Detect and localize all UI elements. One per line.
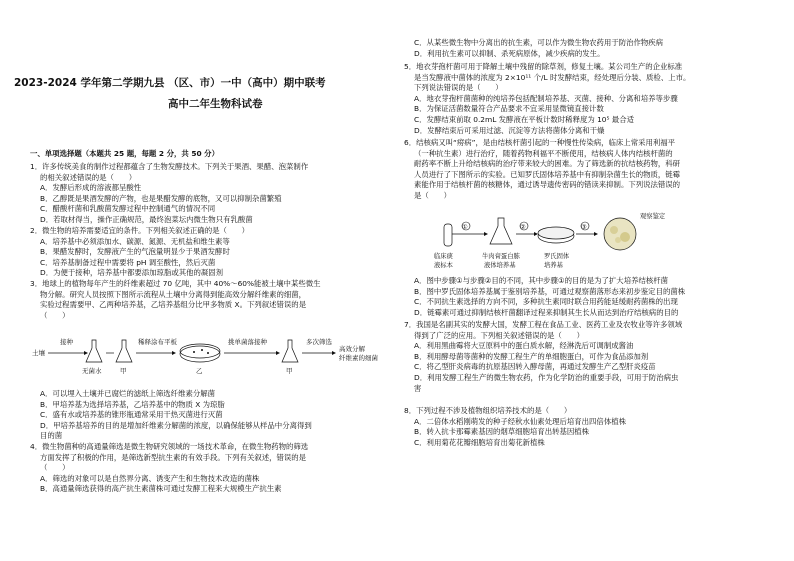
question-text: （一种抗生素）进行治疗，随着药物利福平不断使用，结核病人体内结核杆菌的 [414, 148, 673, 158]
question-8 [404, 406, 776, 448]
option: D．链霉素可通过抑制结核杆菌翻译过程来抑制其生长从而达到治疗结核病的目的 [414, 307, 679, 317]
question-text: 2．微生物的培养需要适宜的条件。下列相关叙述正确的是（ ） [30, 226, 250, 235]
option: D．利用抗生素可以抑制、杀死病原体，减少疾病的发生。 [414, 48, 605, 58]
step-marker: ② [520, 224, 526, 231]
option: A．二倍体水稻刚萌发的种子经秋水仙素处理后培育出四倍体植株 [414, 416, 626, 426]
question-text: 人员进行了下图所示的实验。已知罗氏固体培养基中有抑制杂菌生长的物质，链霉 [414, 169, 681, 179]
question-text: 耐药率不断上升给结核病的治疗带来较大的困难。为了筛选新的抗结核药物，科研 [414, 159, 681, 169]
step-marker: ③ [581, 224, 587, 231]
section-heading: 一、单项选择题（本题共 25 题，每题 2 分，共 50 分） [30, 149, 219, 158]
option: A．地衣芽孢杆菌菌种的纯培养包括配制培养基、灭菌、接种、分离和培养等步骤 [414, 93, 678, 103]
flow-result-label: 纤维素的细菌 [339, 354, 378, 362]
caption: 液体培养基 [484, 262, 516, 269]
option: B．转入抗卡那霉素基因的烟草细胞培育出转基因植株 [414, 427, 590, 437]
option: C．将乙型肝炎病毒的抗原基因转入酵母菌，再通过发酵生产乙型肝炎疫苗 [414, 362, 656, 372]
option: C．发酵结束前取 0.2mL 发酵液在平板计数时稀释度为 10⁵ 最合适 [414, 114, 634, 124]
question-6 [404, 138, 776, 202]
question-text: 的相关叙述错误的是（ ） [40, 172, 137, 182]
question-text: 7．我国是名副其实的发酵大国，发酵工程在食品工业、医药工业及农牧业等许多领域 [404, 320, 683, 329]
flow-soil-label: 土壤 [32, 349, 45, 357]
question-text: 6．结核病又叫“痨病”，是由结核杆菌引起的一种慢性传染病，临床上常采用利福平 [404, 138, 676, 147]
flow-step-label: 接种 [60, 338, 73, 346]
flow-result-label: 高效分解 [339, 345, 365, 353]
option: 害 [414, 383, 422, 393]
option: B．为保证活菌数量符合产品要求不宜采用显微镜直接计数 [414, 104, 604, 114]
question-text: 是当发酵液中菌体的浓度为 2×10¹¹ 个/L 时发酵结束，经处理后分装、质检、上市。 [414, 72, 691, 82]
flow-target-label: 乙 [196, 367, 203, 375]
question-text: 8．下列过程不涉及植物组织培养技术的是（ ） [404, 406, 572, 415]
option: B．乙醇既是果酒发酵的产物，也是果醋发酵的底物，又可以抑制杂菌繁殖 [40, 193, 282, 203]
step-marker: ① [462, 224, 468, 231]
option: B．图中罗氏固体培养基属于鉴别培养基，可通过观察菌落形态来初步鉴定目的菌株 [414, 286, 686, 296]
flow-target-label: 无菌水 [82, 367, 102, 375]
question-text: 1．许多传统美食的制作过程都蕴含了生物发酵技术。下列关于果酒、果醋、泡菜制作 [30, 162, 309, 171]
question-5 [404, 62, 776, 136]
flow-target-label: 甲 [120, 367, 127, 375]
question-3 [30, 279, 395, 321]
exam-title: 2023-2024 学年第二学期九县 （区、市）一中（高中）期中联考 [14, 77, 326, 89]
question-text: 实验过程需要甲、乙两种培养基，乙培养基组分比甲多物质 X。下列叙述错误的是 [40, 300, 307, 310]
cellulose-bacteria-flow-diagram [30, 324, 395, 382]
flow-step-label: 稀释涂布平板 [138, 338, 177, 346]
question-2 [30, 226, 395, 279]
option: C．醋酸杆菌和乳酸菌发酵过程中控制通气的情况不同 [40, 204, 216, 214]
option: D．利用发酵工程生产的微生物农药，作为化学防治的重要手段，可用于防治病虫 [414, 372, 679, 382]
option: A．发酵后形成的溶液都呈酸性 [40, 183, 142, 193]
option: D．甲培养基培养的目的是增加纤维素分解菌的浓度，以确保能够从样品中分离得到 [40, 420, 312, 430]
question-text: 素能作用于结核杆菌的核糖体，通过诱导遗传密码的错读来抑制。下列说法错误的 [414, 180, 681, 190]
option: A．图中步骤①与步骤②目的不同，其中步骤①的目的是为了扩大培养结核杆菌 [414, 276, 669, 285]
option: B．果醋发酵时，发酵液产生的气泡量明显少于果酒发酵时 [40, 247, 230, 257]
option: C．培养基制备过程中需要将 pH 调至酸性，然后灭菌 [40, 257, 216, 267]
question-text: 方面发挥了积极的作用，是筛选新型抗生素的有效手段。下列有关叙述，错误的是 [40, 452, 307, 462]
question-text: 下列说法错误的是（ ） [414, 83, 503, 93]
option: B．高通量筛选获得的高产抗生素菌株可通过发酵工程来大规模生产抗生素 [40, 484, 282, 494]
option: C．盛有水或培养基的锥形瓶通常采用干热灭菌进行灭菌 [40, 410, 223, 420]
question-4-continued [404, 38, 776, 59]
caption: 牛肉膏蛋白胨 [482, 253, 520, 260]
option: A．可以埋入土壤并已腐烂的滤纸上筛选纤维素分解菌 [40, 389, 216, 398]
question-text: （ ） [40, 463, 70, 473]
option: A．培养基中必须添加水、碳源、氮源、无机盐和维生素等 [40, 236, 230, 246]
question-text: 是（ ） [414, 190, 451, 200]
flow-target-label: 甲 [286, 367, 293, 375]
option: B．甲培养基为选择培养基，乙培养基中的物质 X 为琼脂 [40, 399, 225, 409]
option: B．利用酵母菌等菌种的发酵工程生产的单细胞蛋白，可作为食品添加剂 [414, 351, 649, 361]
question-1 [30, 162, 395, 226]
caption: 培养基 [544, 262, 563, 269]
caption: 液标本 [434, 262, 453, 269]
observe-label: 观察鉴定 [640, 213, 666, 220]
question-4 [30, 442, 395, 495]
option: C．不同抗生素选择的方向不同，多种抗生素同时联合用药能延缓耐药菌株的出现 [414, 297, 678, 307]
option: A．筛选的对象可以是自然界分离、诱变产生和生物技术改造的菌株 [40, 473, 260, 483]
question-text: 3．地球上的植物每年产生的纤维素超过 70 亿吨，其中 40%～60%能被土壤中某些微生 [30, 279, 321, 288]
caption: 临床痰 [434, 253, 453, 260]
option: D．为便于接种，培养基中都要添加琼脂或其他的凝固剂 [40, 268, 224, 278]
question-text: 得到了广泛的应用。下列相关叙述错误的是（ ） [414, 330, 584, 340]
option: A．利用黑曲霉将大豆原料中的蛋白质水解，经淋洗后可调制成酱油 [414, 341, 634, 351]
question-text: 5．地衣芽孢杆菌可用于降解土壤中残留的除草剂，修复土壤。某公司生产的企业标准 [404, 62, 683, 71]
option: 目的菌 [40, 431, 63, 441]
exam-subtitle: 高中二年生物科试卷 [168, 98, 263, 110]
flow-step-label: 挑单菌落接种 [228, 338, 267, 346]
question-3-options [30, 389, 395, 442]
option: C．从某些微生物中分离出的抗生素，可以作为微生物农药用于防治作物疾病 [414, 38, 664, 47]
caption: 罗氏固体 [544, 253, 570, 260]
tuberculosis-culture-diagram [404, 204, 776, 274]
question-text: （ ） [40, 310, 70, 320]
question-7 [404, 320, 776, 394]
option: D．若取材得当，操作正确规范，最终泡菜坛内微生物只有乳酸菌 [40, 214, 253, 224]
question-text: 4．微生物菌种的高通量筛选是微生物研究领域的一场技术革命，在微生物药物的筛选 [30, 442, 309, 451]
question-6-options [404, 276, 776, 318]
flow-step-label: 多次筛选 [306, 338, 332, 346]
option: C．利用菊花花瓣细胞培育出菊花新植株 [414, 437, 545, 447]
question-text: 物分解。研究人员按照下图所示流程从土壤中分离得到能高效分解纤维素的细菌， [40, 289, 307, 299]
option: D．发酵结束后可采用过滤、沉淀等方法将菌体分离和干燥 [414, 125, 605, 135]
